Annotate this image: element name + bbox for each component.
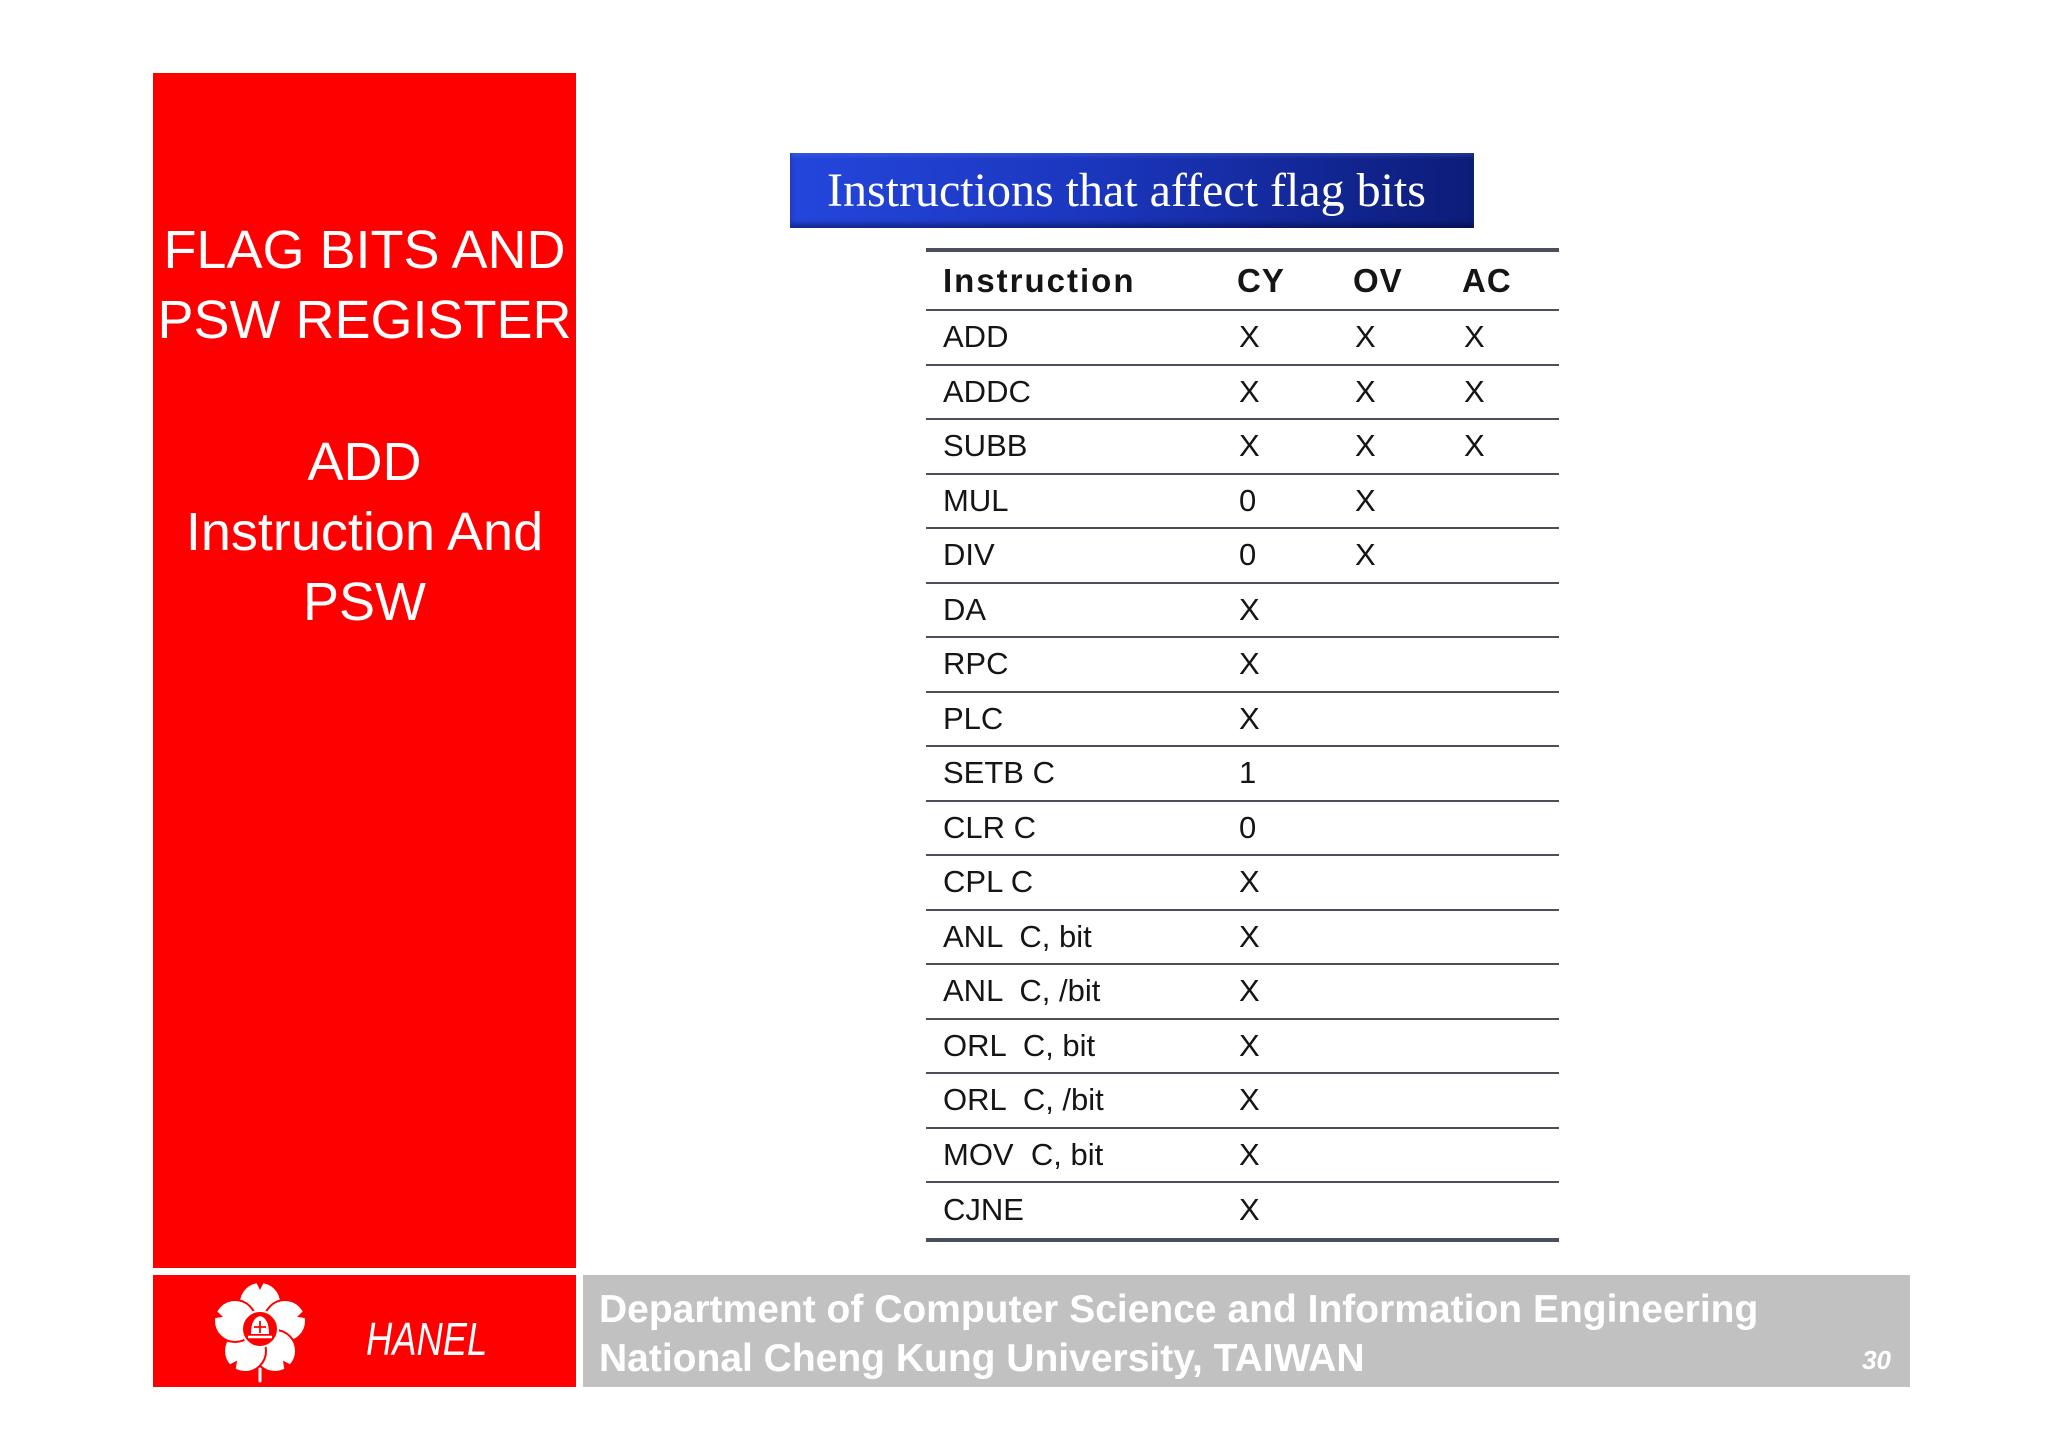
slide-title bbox=[153, 215, 576, 355]
cell-cy: 0 bbox=[1239, 537, 1257, 573]
cell-ov: X bbox=[1355, 373, 1376, 409]
cell-ac bbox=[1462, 693, 1559, 746]
cell-instruction: ANL C, /bit bbox=[943, 973, 1101, 1009]
cell-ac: X bbox=[1464, 373, 1485, 409]
cell-instruction: CPL C bbox=[943, 864, 1034, 900]
cell-cy: X bbox=[1239, 1082, 1260, 1118]
table-row bbox=[926, 420, 1559, 475]
cell-cy: 1 bbox=[1239, 755, 1257, 791]
cell-ac bbox=[1462, 1183, 1559, 1238]
author-name: HANEL bbox=[366, 1313, 488, 1365]
cell-instruction: SUBB bbox=[943, 428, 1028, 464]
cell-ov bbox=[1353, 747, 1462, 800]
cell-instruction: CLR C bbox=[943, 809, 1037, 845]
cell-ac bbox=[1462, 529, 1559, 582]
cell-cy: X bbox=[1239, 864, 1260, 900]
cell-ac bbox=[1462, 965, 1559, 1018]
university-emblem-icon bbox=[204, 1281, 316, 1383]
page-number: 30 bbox=[1862, 1345, 1891, 1375]
cell-ov bbox=[1353, 584, 1462, 637]
table-row bbox=[926, 856, 1559, 911]
cell-cy: X bbox=[1239, 319, 1260, 355]
header-ov: OV bbox=[1353, 261, 1403, 299]
table-row bbox=[926, 475, 1559, 530]
footer-info-panel bbox=[583, 1275, 1910, 1387]
sidebar-panel bbox=[153, 73, 576, 1268]
slide-title-line: PSW REGISTER bbox=[157, 290, 572, 350]
slide-subtitle-line: ADD bbox=[307, 432, 422, 492]
slide-subtitle bbox=[153, 427, 576, 637]
cell-cy: X bbox=[1239, 646, 1260, 682]
cell-instruction: PLC bbox=[943, 700, 1004, 736]
cell-ov bbox=[1353, 856, 1462, 909]
cell-ac: X bbox=[1464, 319, 1485, 355]
header-ac: AC bbox=[1462, 261, 1512, 299]
table-row bbox=[926, 965, 1559, 1020]
cell-instruction: RPC bbox=[943, 646, 1009, 682]
cell-ov bbox=[1353, 802, 1462, 855]
cell-ov bbox=[1353, 965, 1462, 1018]
header-instruction: Instruction bbox=[943, 261, 1136, 299]
table-row bbox=[926, 693, 1559, 748]
table-row bbox=[926, 747, 1559, 802]
cell-instruction: DIV bbox=[943, 537, 995, 573]
cell-ac bbox=[1462, 475, 1559, 528]
cell-instruction: ORL C, bit bbox=[943, 1027, 1096, 1063]
cell-cy: X bbox=[1239, 428, 1260, 464]
banner-title: Instructions that affect flag bits bbox=[827, 163, 1426, 217]
cell-cy: X bbox=[1239, 373, 1260, 409]
table-row bbox=[926, 1129, 1559, 1184]
cell-cy: X bbox=[1239, 1136, 1260, 1172]
cell-ac bbox=[1462, 638, 1559, 691]
cell-instruction: ORL C, /bit bbox=[943, 1082, 1104, 1118]
cell-ac bbox=[1462, 1129, 1559, 1182]
cell-ac bbox=[1462, 802, 1559, 855]
cell-ov: X bbox=[1355, 428, 1376, 464]
cell-cy: X bbox=[1239, 1192, 1260, 1228]
cell-ov bbox=[1353, 1129, 1462, 1182]
cell-cy: X bbox=[1239, 591, 1260, 627]
table-row bbox=[926, 1074, 1559, 1129]
cell-cy: 0 bbox=[1239, 809, 1257, 845]
cell-ov bbox=[1353, 1183, 1462, 1238]
cell-ac bbox=[1462, 856, 1559, 909]
cell-cy: X bbox=[1239, 700, 1260, 736]
cell-ac bbox=[1462, 911, 1559, 964]
table-row bbox=[926, 311, 1559, 366]
slide-title-line: FLAG BITS AND bbox=[163, 220, 566, 280]
cell-ov: X bbox=[1355, 482, 1376, 518]
cell-ov bbox=[1353, 1020, 1462, 1073]
cell-ac: X bbox=[1464, 428, 1485, 464]
table-row bbox=[926, 1183, 1559, 1238]
header-cy: CY bbox=[1237, 261, 1285, 299]
slide-subtitle-line: Instruction And bbox=[185, 502, 544, 562]
flag-bits-table bbox=[926, 248, 1559, 1242]
cell-instruction: ADD bbox=[943, 319, 1009, 355]
table-row bbox=[926, 529, 1559, 584]
cell-ac bbox=[1462, 1020, 1559, 1073]
table-row bbox=[926, 366, 1559, 421]
table-row bbox=[926, 584, 1559, 639]
cell-ov: X bbox=[1355, 537, 1376, 573]
cell-ov: X bbox=[1355, 319, 1376, 355]
cell-cy: X bbox=[1239, 918, 1260, 954]
table-header-row bbox=[926, 248, 1559, 311]
table-row bbox=[926, 638, 1559, 693]
section-banner bbox=[790, 153, 1474, 228]
table-row bbox=[926, 1020, 1559, 1075]
cell-ov bbox=[1353, 911, 1462, 964]
cell-instruction: CJNE bbox=[943, 1192, 1024, 1228]
cell-instruction: DA bbox=[943, 591, 987, 627]
cell-ov bbox=[1353, 693, 1462, 746]
cell-instruction: MOV C, bit bbox=[943, 1136, 1104, 1172]
footer-affiliation bbox=[599, 1285, 1758, 1383]
cell-cy: 0 bbox=[1239, 482, 1257, 518]
cell-cy: X bbox=[1239, 973, 1260, 1009]
cell-cy: X bbox=[1239, 1027, 1260, 1063]
cell-ov bbox=[1353, 638, 1462, 691]
cell-instruction: ANL C, bit bbox=[943, 918, 1092, 954]
cell-ac bbox=[1462, 1074, 1559, 1127]
slide-subtitle-line: PSW bbox=[302, 572, 426, 632]
cell-ac bbox=[1462, 584, 1559, 637]
table-row bbox=[926, 802, 1559, 857]
cell-instruction: ADDC bbox=[943, 373, 1031, 409]
cell-ac bbox=[1462, 747, 1559, 800]
university-name: National Cheng Kung University, TAIWAN bbox=[599, 1337, 1365, 1380]
cell-ov bbox=[1353, 1074, 1462, 1127]
department-name: Department of Computer Science and Information Engineering bbox=[599, 1288, 1759, 1331]
cell-instruction: MUL bbox=[943, 482, 1009, 518]
cell-instruction: SETB C bbox=[943, 755, 1055, 791]
table-row bbox=[926, 911, 1559, 966]
footer-logo-panel bbox=[153, 1275, 576, 1387]
